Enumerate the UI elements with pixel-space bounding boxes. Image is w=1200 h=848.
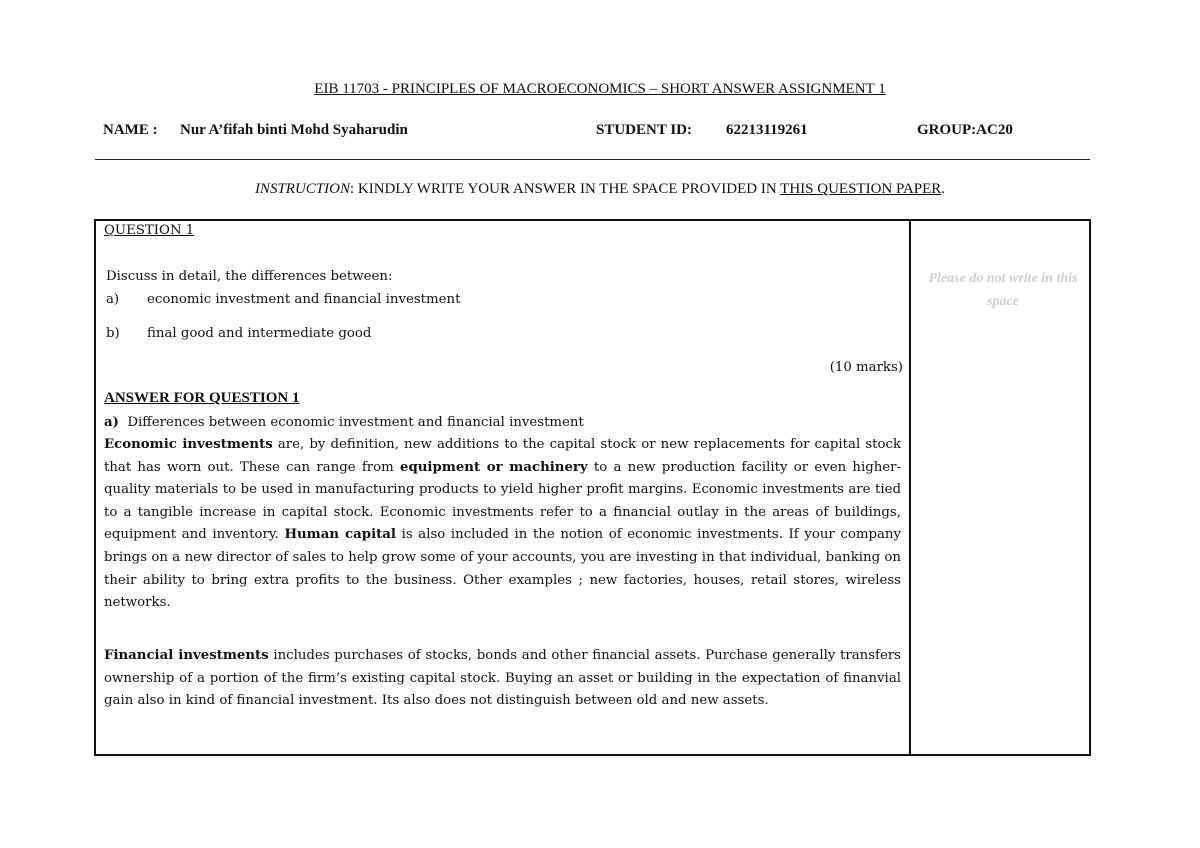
question-heading: QUESTION 1 [104, 223, 195, 238]
item-a-letter: a) [106, 292, 120, 307]
answer-paragraph-economic [104, 434, 901, 615]
header-divider [95, 159, 1090, 160]
document-title: EIB 11703 - PRINCIPLES OF MACROECONOMICS – SHORT ANSWER ASSIGNMENT 1 [314, 81, 886, 97]
para1-text-3: is also included in the notion of economic investments. If your company brings on a new director of sales to help grow some of your accounts, you are investing in that individual, banking on their ability to bring extra profits to the business. Other examples ; new factories, houses, retail stores, wireless networks. [104, 527, 901, 611]
para1-text-2: to a new production facility or even higher-quality materials to be used in manufacturing products to yield higher profit margins. Economic investments are tied to a tangible increase in capital stock. Economic investments refer to a financial outlay in the areas of buildings, equipment and inventory. [104, 459, 901, 543]
item-b-text: final good and intermediate good [147, 326, 372, 341]
question-prompt: Discuss in detail, the differences between: [106, 269, 393, 284]
column-divider [909, 221, 911, 754]
answer-heading: ANSWER FOR QUESTION 1 [104, 390, 300, 406]
instruction-underlined: THIS QUESTION PAPER [780, 181, 942, 197]
marks-label: (10 marks) [829, 360, 903, 375]
sub-a-text: Differences between economic investment and financial investment [127, 415, 584, 430]
instruction-prefix: INSTRUCTION [254, 181, 350, 197]
item-a-text: economic investment and financial investment [147, 292, 461, 307]
answer-subheading-a [104, 411, 584, 434]
sub-a-letter: a) [104, 415, 119, 430]
term-economic-investments: Economic investments [104, 437, 273, 452]
name-label: NAME : [103, 122, 158, 138]
instruction-suffix: . [941, 181, 946, 197]
answer-paragraph-financial [104, 645, 901, 713]
group-label: GROUP:AC20 [917, 122, 1013, 138]
do-not-write-note: Please do not write in this space [928, 271, 1078, 309]
question-item-b [106, 322, 371, 345]
question-answer-box [94, 219, 1091, 756]
instruction-text: : KINDLY WRITE YOUR ANSWER IN THE SPACE PROVIDED IN [349, 181, 781, 197]
term-human-capital: Human capital [284, 527, 396, 543]
question-item-a [106, 288, 460, 311]
term-financial-investments: Financial investments [104, 648, 269, 663]
student-id-label: STUDENT ID: [596, 122, 692, 138]
term-equipment-machinery: equipment or machinery [400, 459, 588, 475]
name-value: Nur A’fifah binti Mohd Syaharudin [180, 122, 408, 138]
item-b-letter: b) [106, 326, 120, 341]
para1-text-1: are, by definition, new additions to the capital stock or new replacements for capital stock that has worn out. These can range from [104, 437, 901, 475]
para2-text-1: includes purchases of stocks, bonds and other financial assets. Purchase generally transfers ownership of a portion of the firm’s existing capital stock. Buying an asset or building in the expectation of finanvial gain also in kind of financial investment. Its also does not distinguish between old and new assets. [104, 648, 902, 709]
instruction-line [0, 181, 1200, 198]
student-id-value: 62213119261 [726, 122, 808, 138]
